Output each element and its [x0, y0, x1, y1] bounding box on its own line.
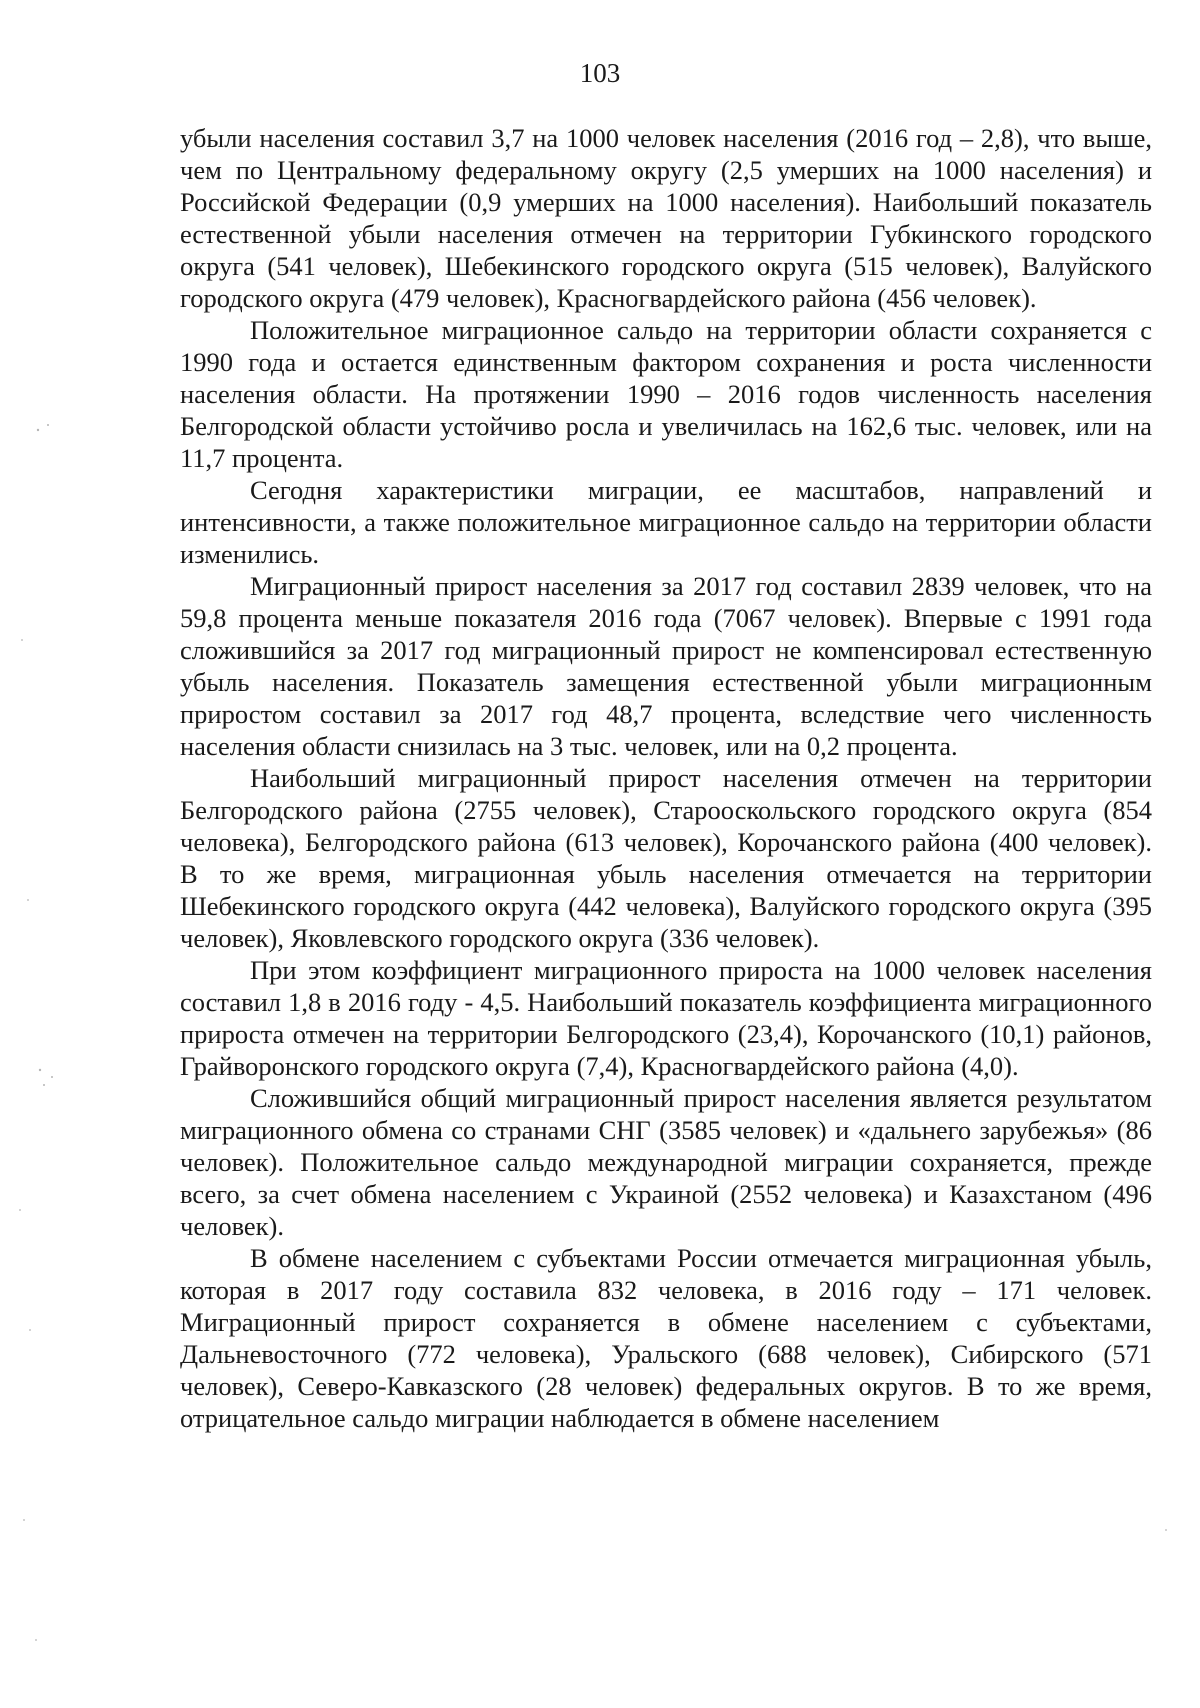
paragraph: убыли населения составил 3,7 на 1000 человек населения (2016 год – 2,8), что выше, чем по Центральному федеральному округу (2,5 умерших на 1000 населения) и Российской Федерации (0,9 умерших на 1000 населения). Наибольший показатель естественной убыли населения отмечен на территории Губкинского городского округа (541 человек), Шебекинского городского округа (515 человек), Валуйского городского округа (479 человек), Красногвардейского района (456 человек).: [180, 123, 1152, 313]
paragraph: Миграционный прирост населения за 2017 год составил 2839 человек, что на 59,8 процента меньше показателя 2016 года (7067 человек). Впервые с 1991 года сложившийся за 2017 год миграционный прирост не компенсировал естественную убыль населения. Показатель замещения естественной убыли миграционным приростом составил за 2017 год 48,7 процента, вследствие чего численность населения области снизилась на 3 тыс. человек, или на 0,2 процента.: [180, 571, 1152, 761]
page-number: 103: [579, 58, 621, 88]
paragraph: Сегодня характеристики миграции, ее масштабов, направлений и интенсивности, а также положительное миграционное сальдо на территории области изменились.: [180, 475, 1152, 569]
paragraph: Наибольший миграционный прирост населения отмечен на территории Белгородского района (2755 человек), Старооскольского городского округа (854 человека), Белгородского района (613 человек), Корочанского района (400 человек). В то же время, миграционная убыль населения отмечается на территории Шебекинского городского округа (442 человека), Валуйского городского округа (395 человек), Яковлевского городского округа (336 человек).: [180, 763, 1152, 953]
body-text: [180, 122, 1152, 1434]
paragraph: При этом коэффициент миграционного прироста на 1000 человек населения составил 1,8 в 2016 году - 4,5. Наибольший показатель коэффициента миграционного прироста отмечен на территории Белгородского (23,4), Корочанского (10,1) районов, Грайворонского городского округа (7,4), Красногвардейского района (4,0).: [180, 955, 1152, 1081]
paragraph: В обмене населением с субъектами России отмечается миграционная убыль, которая в 2017 году составила 832 человека, в 2016 году – 171 человек. Миграционный прирост сохраняется в обмене населением с субъектами, Дальневосточного (772 человека), Уральского (688 человек), Сибирского (571 человек), Северо-Кавказского (28 человек) федеральных округов. В то же время, отрицательное сальдо миграции наблюдается в обмене населением: [180, 1243, 1152, 1433]
paragraph: Сложившийся общий миграционный прирост населения является результатом миграционного обмена со странами СНГ (3585 человек) и «дальнего зарубежья» (86 человек). Положительное сальдо международной миграции сохраняется, прежде всего, за счет обмена населением с Украиной (2552 человека) и Казахстаном (496 человек).: [180, 1083, 1152, 1241]
paragraph: Положительное миграционное сальдо на территории области сохраняется с 1990 года и остается единственным фактором сохранения и роста численности населения области. На протяжении 1990 – 2016 годов численность населения Белгородской области устойчиво росла и увеличилась на 162,6 тыс. человек, или на 11,7 процента.: [180, 315, 1152, 473]
